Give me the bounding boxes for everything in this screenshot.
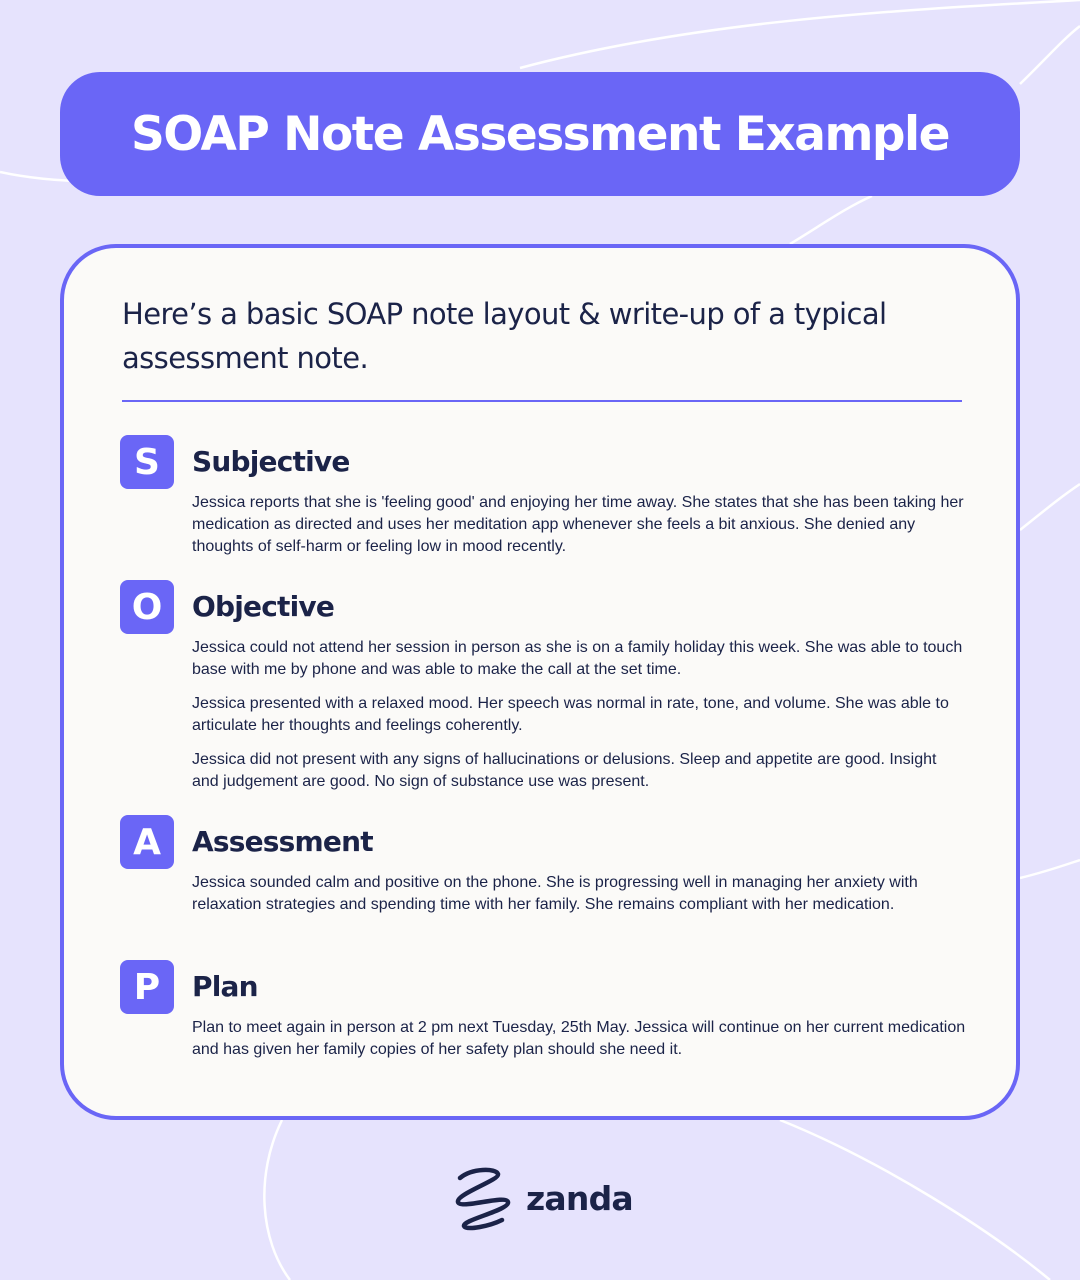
section-paragraph: Jessica could not attend her session in person as she is on a family holiday this week. She was able to touch base with me by phone and was able to make the call at the set time.: [192, 639, 963, 678]
section-body: [192, 1017, 967, 1073]
intro-text: Here’s a basic SOAP note layout & write-up of a typical assessment note.: [122, 297, 887, 375]
zanda-logo-icon: [450, 1164, 516, 1232]
section-badge: O: [120, 580, 174, 634]
section-body: [192, 492, 967, 570]
section-paragraph: Jessica presented with a relaxed mood. Her speech was normal in rate, tone, and volume. She was able to articulate her thoughts and feelings coherently.: [192, 695, 949, 734]
section-paragraph: Plan to meet again in person at 2 pm next Tuesday, 25th May. Jessica will continue on her current medication and has given her family copies of her safety plan should she need it.: [192, 1019, 966, 1058]
section-paragraph: Jessica did not present with any signs of hallucinations or delusions. Sleep and appetite are good. Insight and judgement are good. No sign of substance use was present.: [192, 751, 937, 790]
section-title: Assessment: [192, 825, 373, 858]
section-title: Plan: [192, 970, 258, 1003]
title-banner: [60, 72, 1020, 196]
section-body: [192, 872, 967, 928]
section-paragraph: Jessica sounded calm and positive on the phone. She is progressing well in managing her anxiety with relaxation strategies and spending time with her family. She remains compliant with her medication.: [192, 874, 918, 913]
section-badge: P: [120, 960, 174, 1014]
brand-name: zanda: [526, 1178, 633, 1218]
section-body: [192, 637, 967, 805]
section-badge: A: [120, 815, 174, 869]
zanda-logo: [450, 1162, 633, 1234]
section-paragraph: Jessica reports that she is 'feeling good' and enjoying her time away. She states that she has been taking her medication as directed and uses her meditation app whenever she feels a bit anxious. She denied any thoughts of self-harm or feeling low in mood recently.: [192, 494, 964, 555]
divider: [122, 400, 962, 402]
soap-note-card: [60, 244, 1020, 1120]
page-title: SOAP Note Assessment Example: [130, 106, 950, 162]
section-badge: S: [120, 435, 174, 489]
section-title: Objective: [192, 590, 335, 623]
section-title: Subjective: [192, 445, 350, 478]
